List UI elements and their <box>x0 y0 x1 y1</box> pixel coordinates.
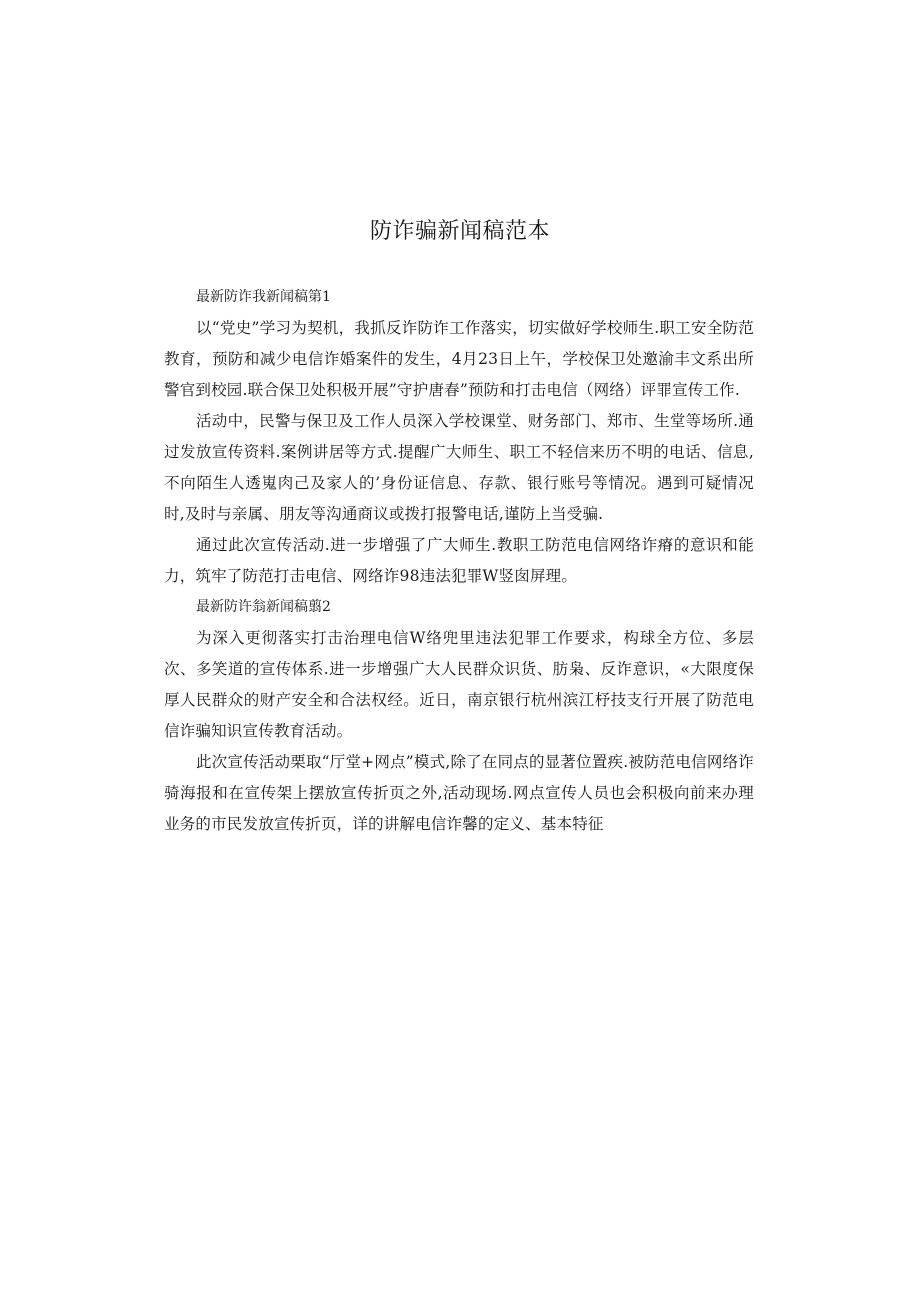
body-paragraph: 活动中，民警与保卫及工作人员深入学校课堂、财务部门、郑市、生堂等场所.通过发放宣传资料.案例讲居等方式.提醒广大师生、职工不轻信来历不明的电话、信息,不向陌生人透嵬肉己及家人的’身份证信息、存款、银行账号等情况。遇到可疑情况时,及时与亲属、朋友等沟通商议或拨打报警电话,谨防上当受骗. <box>164 412 754 523</box>
section-heading: 最新防许翁新闻稿翦2 <box>196 599 331 615</box>
document-body <box>164 282 754 840</box>
body-paragraph: 通过此次宣传活动.进一步增强了广大师生.教职工防范电信网络诈瘠的意识和能力，筑牢了防范打击电信、网络诈98违法犯罪W竖囱屏理。 <box>164 536 754 585</box>
section-heading: 最新防诈我新闻稿第1 <box>196 289 331 305</box>
document-title: 防诈骗新闻稿范本 <box>369 219 550 244</box>
body-paragraph: 为深入更彻落实打击治理电信W络兜里违法犯罪工作要求，构球全方位、多层次、多笑道的宣传体系.进一步增强广大人民群众识货、肪枭、反诈意识，«大限度保厚人民群众的财产安全和合法权经。近日，南京银行杭州滨江杼技支行开展了防范电信诈骗知识宣传教育活动。 <box>164 629 754 740</box>
body-paragraph: 以“党史”学习为契机，我抓反诈防诈工作落实，切实做好学校师生.职工安全防范教育，预防和减少电信诈婚案件的发生，4月23日上午，学校保卫处邀渝丰文系出所警官到校园.联合保卫处积极开展”守护唐春”预防和打击电信（网络）评罪宣传工作. <box>164 319 754 399</box>
body-paragraph: 此次宣传活动栗取“厅堂+网点”模式,除了在同点的显著位置疾.被防范电信网络诈骑海报和在宣传架上摆放宣传折页之外,活动现场.网点宣传人员也会积极向前来办理业务的市民发放宣传折页，详的讲解电信诈馨的定义、基本特征 <box>164 753 754 833</box>
